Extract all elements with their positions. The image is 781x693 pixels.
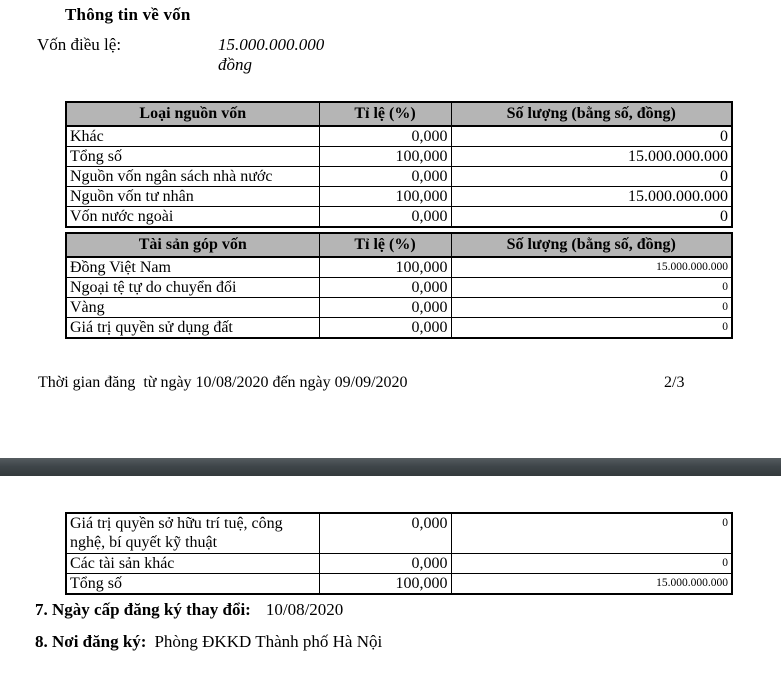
table-row bbox=[66, 147, 732, 167]
row-ratio: 0,000 bbox=[319, 278, 451, 298]
header-amount: Số lượng (bằng số, đồng) bbox=[451, 233, 732, 257]
row-label: Giá trị quyền sử dụng đất bbox=[66, 318, 319, 339]
table-row bbox=[66, 573, 732, 594]
row-ratio: 100,000 bbox=[319, 257, 451, 278]
row-ratio: 0,000 bbox=[319, 553, 451, 573]
row-label: Nguồn vốn ngân sách nhà nước bbox=[66, 167, 319, 187]
row-ratio: 0,000 bbox=[319, 167, 451, 187]
item7-label: 7. Ngày cấp đăng ký thay đổi: bbox=[35, 600, 251, 619]
row-ratio: 100,000 bbox=[319, 147, 451, 167]
row-ratio: 100,000 bbox=[319, 187, 451, 207]
header-ratio: Tỉ lệ (%) bbox=[319, 102, 451, 126]
row-ratio: 100,000 bbox=[319, 573, 451, 594]
table-header-row bbox=[66, 102, 732, 126]
row-amount: 15.000.000.000 bbox=[451, 257, 732, 278]
item7-value: 10/08/2020 bbox=[265, 600, 344, 619]
row-amount: 15.000.000.000 bbox=[451, 573, 732, 594]
row-label: Tổng số bbox=[66, 573, 319, 594]
table-row bbox=[66, 167, 732, 187]
row-amount: 0 bbox=[451, 553, 732, 573]
table-row bbox=[66, 298, 732, 318]
table-row bbox=[66, 553, 732, 573]
row-label: Tổng số bbox=[66, 147, 319, 167]
table-row bbox=[66, 207, 732, 228]
row-ratio: 0,000 bbox=[319, 207, 451, 228]
item8-value: Phòng ĐKKD Thành phố Hà Nội bbox=[154, 632, 383, 651]
header-ratio: Tỉ lệ (%) bbox=[319, 233, 451, 257]
row-label: Các tài sản khác bbox=[66, 553, 319, 573]
row-amount: 0 bbox=[451, 167, 732, 187]
row-label: Giá trị quyền sở hữu trí tuệ, công nghệ, bí quyết kỹ thuật bbox=[66, 513, 319, 553]
row-label: Nguồn vốn tư nhân bbox=[66, 187, 319, 207]
section-title: Thông tin về vốn bbox=[65, 5, 191, 24]
row-amount: 0 bbox=[451, 318, 732, 339]
table-row bbox=[66, 257, 732, 278]
header-asset-type: Tài sản góp vốn bbox=[66, 233, 319, 257]
row-label: Đồng Việt Nam bbox=[66, 257, 319, 278]
table-header-row bbox=[66, 233, 732, 257]
row-ratio: 0,000 bbox=[319, 513, 451, 553]
table-row bbox=[66, 318, 732, 339]
registration-place-line bbox=[35, 632, 382, 652]
row-label: Khác bbox=[66, 126, 319, 147]
header-amount: Số lượng (bằng số, đồng) bbox=[451, 102, 732, 126]
registration-change-date-line bbox=[35, 600, 343, 620]
row-label: Vốn nước ngoài bbox=[66, 207, 319, 228]
row-ratio: 0,000 bbox=[319, 126, 451, 147]
row-amount: 0 bbox=[451, 278, 732, 298]
charter-capital-value bbox=[218, 35, 324, 75]
row-amount: 15.000.000.000 bbox=[451, 147, 732, 167]
table-row bbox=[66, 278, 732, 298]
row-ratio: 0,000 bbox=[319, 298, 451, 318]
header-capital-source: Loại nguồn vốn bbox=[66, 102, 319, 126]
charter-capital-unit: đồng bbox=[218, 55, 252, 74]
table-row bbox=[66, 513, 732, 553]
row-label: Vàng bbox=[66, 298, 319, 318]
charter-capital-label: Vốn điều lệ: bbox=[37, 35, 122, 54]
row-amount: 0 bbox=[451, 207, 732, 228]
charter-capital-amount: 15.000.000.000 bbox=[218, 35, 325, 54]
row-ratio: 0,000 bbox=[319, 318, 451, 339]
item8-label: 8. Nơi đăng ký: bbox=[35, 632, 147, 651]
table-row bbox=[66, 126, 732, 147]
page-separator-bar bbox=[0, 458, 781, 476]
asset-contribution-table bbox=[65, 232, 733, 339]
table-row bbox=[66, 187, 732, 207]
posting-period-text: Thời gian đăng từ ngày 10/08/2020 đến ngày 09/09/2020 bbox=[38, 374, 408, 391]
row-amount: 15.000.000.000 bbox=[451, 187, 732, 207]
row-amount: 0 bbox=[451, 298, 732, 318]
row-label: Ngoại tệ tự do chuyển đổi bbox=[66, 278, 319, 298]
row-amount: 0 bbox=[451, 126, 732, 147]
capital-source-table bbox=[65, 101, 733, 228]
asset-table-continued bbox=[65, 512, 733, 595]
page-number: 2/3 bbox=[664, 374, 685, 391]
row-amount: 0 bbox=[451, 513, 732, 553]
